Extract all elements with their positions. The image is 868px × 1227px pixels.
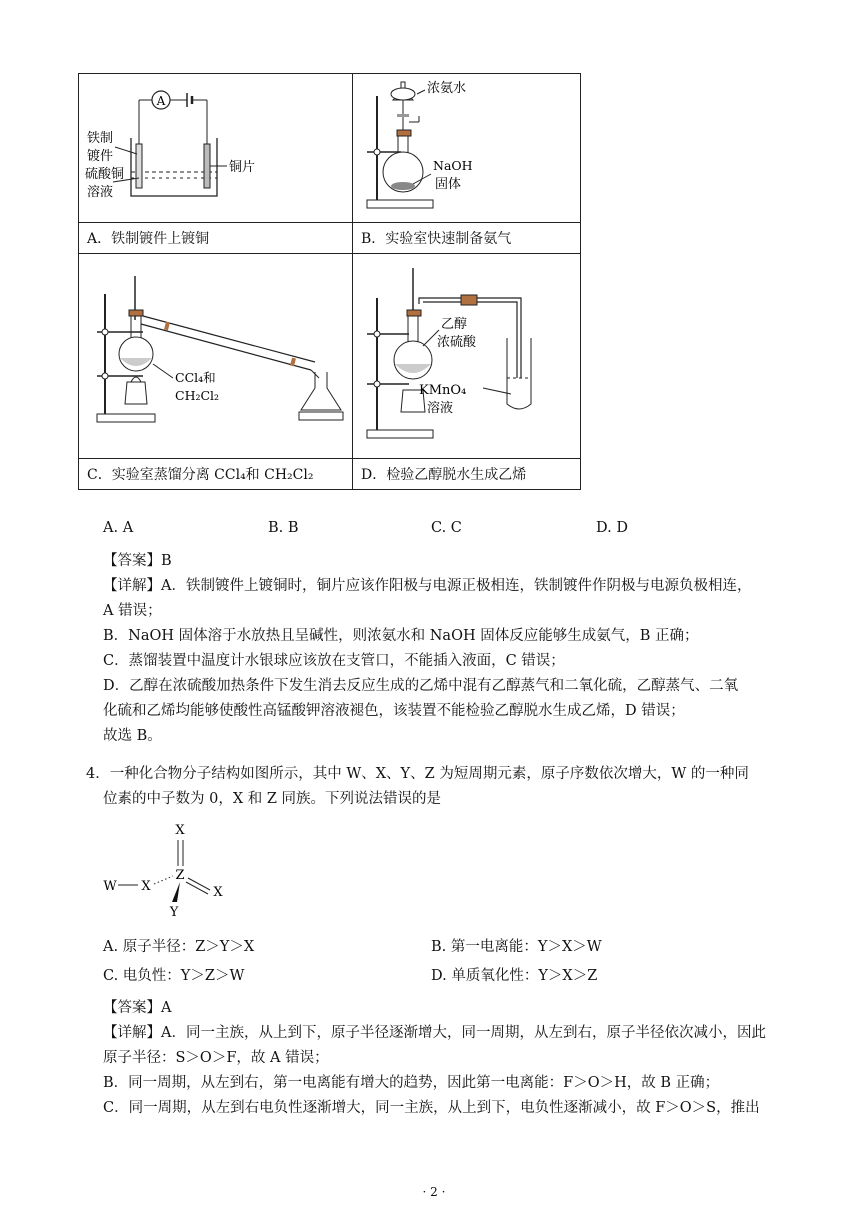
electroplating-diagram	[79, 74, 352, 218]
caption-d: D．检验乙醇脱水生成乙烯	[353, 459, 581, 490]
svg-text:溶液: 溶液	[427, 401, 454, 416]
molecule-structure	[100, 818, 260, 928]
q4-answer: 【答案】A	[103, 1000, 172, 1016]
q3-option-d: D. D	[596, 520, 628, 536]
svg-text:硫酸铜: 硫酸铜	[85, 167, 125, 182]
page-number: · 2 ·	[422, 1185, 446, 1199]
ethylene-test-apparatus	[353, 254, 580, 454]
svg-text:铁制: 铁制	[87, 131, 114, 146]
svg-text:固体: 固体	[435, 177, 462, 192]
svg-text:乙醇: 乙醇	[441, 317, 468, 332]
q4-option-b: B. 第一电离能：Y＞X＞W	[431, 939, 602, 955]
q3-option-a: A. A	[103, 520, 134, 536]
q3-option-c: C. C	[431, 520, 462, 536]
q4-explain-line: C．同一周期，从左到右电负性逐渐增大，同一主族，从上到下，电负性逐渐减小，故 F＞O＞S，推出	[103, 1100, 760, 1116]
figure-a	[79, 74, 353, 223]
svg-text:A: A	[156, 94, 166, 108]
q4-stem: 4．一种化合物分子结构如图所示，其中 W、X、Y、Z 为短周期元素，原子序数依次增大，W 的一种同	[86, 766, 749, 782]
q3-explain-line: 【详解】A．铁制镀件上镀铜时，铜片应该作阳极与电源正极相连，铁制镀件作阴极与电源负极相连，	[103, 578, 752, 594]
svg-text:镀件: 镀件	[87, 149, 114, 164]
distillation-apparatus	[79, 254, 352, 454]
svg-text:X: X	[141, 879, 151, 894]
q4-option-c: C. 电负性：Y＞Z＞W	[103, 968, 245, 984]
q3-explain-line: 故选 B。	[103, 728, 162, 744]
svg-text:Z: Z	[175, 868, 185, 883]
svg-text:W: W	[103, 879, 117, 894]
svg-text:溶液: 溶液	[87, 185, 114, 200]
figure-c	[79, 254, 353, 459]
svg-text:NaOH: NaOH	[433, 158, 473, 173]
q3-explain-line: 化硫和乙烯均能够使酸性高锰酸钾溶液褪色，该装置不能检验乙醇脱水生成乙烯，D 错误；	[103, 703, 685, 719]
svg-text:X: X	[213, 885, 223, 900]
q4-explain-line: 原子半径：S＞O＞F，故 A 错误；	[103, 1050, 329, 1066]
caption-b: B．实验室快速制备氨气	[353, 223, 581, 254]
q3-answer: 【答案】B	[103, 553, 172, 569]
svg-text:X: X	[175, 823, 185, 838]
q3-explain-line: A 错误；	[103, 603, 162, 619]
svg-text:浓硫酸: 浓硫酸	[437, 335, 477, 350]
q4-explain-line: B．同一周期，从左到右，第一电离能有增大的趋势，因此第一电离能：F＞O＞H，故 B 正确；	[103, 1075, 720, 1091]
q3-explain-line: C．蒸馏装置中温度计水银球应该放在支管口，不能插入液面，C 错误；	[103, 653, 565, 669]
svg-text:铜片: 铜片	[229, 160, 256, 175]
q3-explain-line: B．NaOH 固体溶于水放热且呈碱性，则浓氨水和 NaOH 固体反应能够生成氨气，B 正确；	[103, 628, 699, 644]
q3-option-b: B. B	[268, 520, 299, 536]
svg-text:Y: Y	[169, 905, 179, 920]
svg-text:CH₂Cl₂: CH₂Cl₂	[175, 388, 220, 403]
ammonia-apparatus	[353, 74, 580, 218]
q4-explain-line: 【详解】A．同一主族，从上到下，原子半径逐渐增大，同一周期，从左到右，原子半径依次减小，因此	[103, 1025, 766, 1041]
figure-b	[353, 74, 581, 223]
q4-stem: 位素的中子数为 0，X 和 Z 同族。下列说法错误的是	[103, 791, 442, 807]
q4-option-d: D. 单质氧化性：Y＞X＞Z	[431, 968, 598, 984]
caption-c: C．实验室蒸馏分离 CCl₄和 CH₂Cl₂	[79, 459, 353, 490]
figure-d	[353, 254, 581, 459]
svg-text:CCl₄和: CCl₄和	[175, 370, 216, 385]
q4-option-a: A. 原子半径：Z＞Y＞X	[103, 939, 255, 955]
caption-a: A．铁制镀件上镀铜	[79, 223, 353, 254]
svg-text:KMnO₄: KMnO₄	[419, 383, 467, 398]
q3-explain-line: D．乙醇在浓硫酸加热条件下发生消去反应生成的乙烯中混有乙醇蒸气和二氧化硫，乙醇蒸气、二氧	[103, 678, 739, 694]
apparatus-table	[78, 73, 581, 490]
svg-text:浓氨水: 浓氨水	[427, 81, 467, 96]
